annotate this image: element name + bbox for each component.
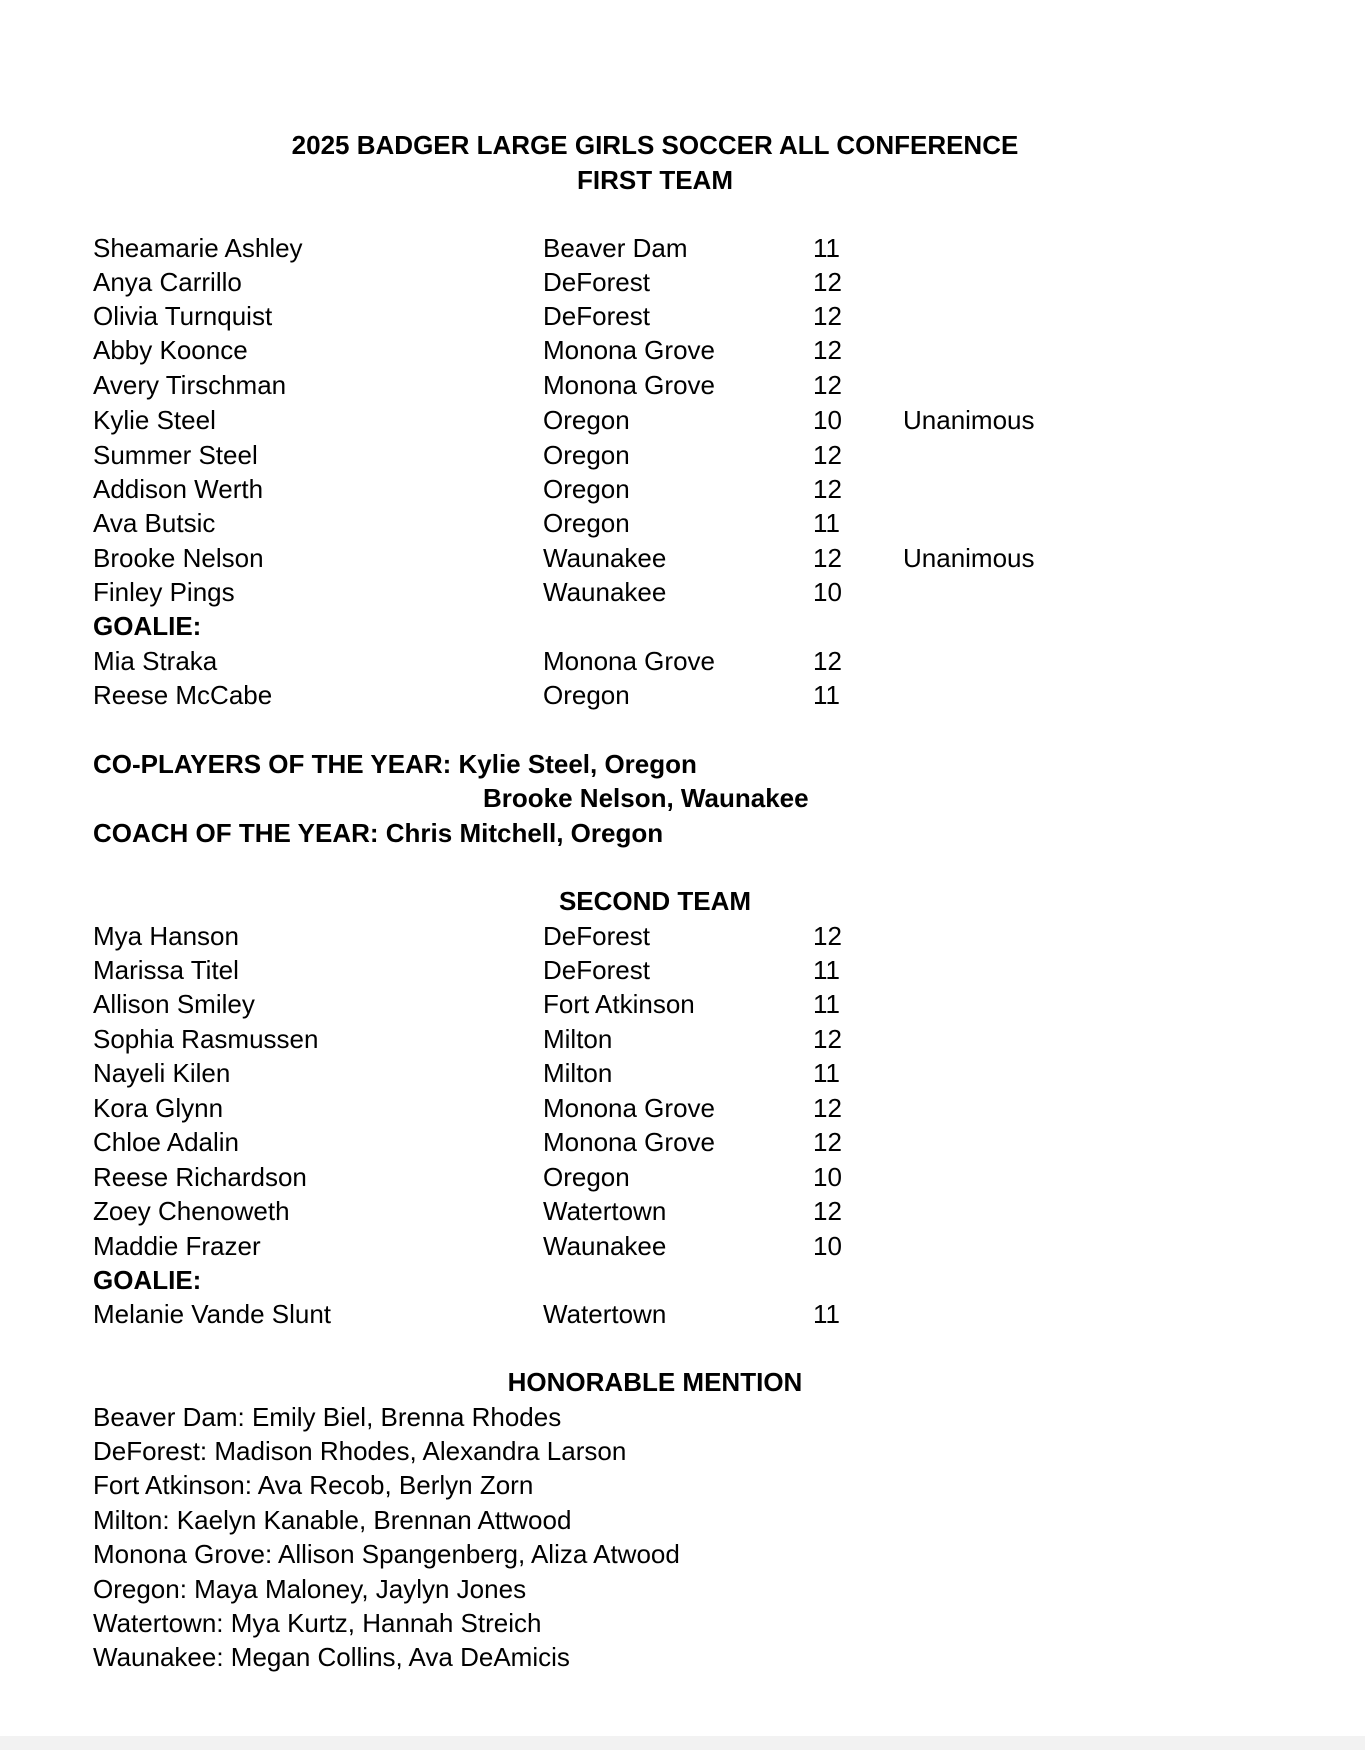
player-grade: 11 xyxy=(813,955,840,985)
page-bottom-edge xyxy=(0,1736,1365,1750)
player-name: Ava Butsic xyxy=(93,508,216,538)
player-grade: 12 xyxy=(813,1196,842,1226)
honorable-mention-line: Fort Atkinson: Ava Recob, Berlyn Zorn xyxy=(93,1470,534,1500)
players-of-year-line-1: CO-PLAYERS OF THE YEAR: Kylie Steel, Oregon xyxy=(93,749,697,779)
player-school: Monona Grove xyxy=(543,1093,715,1123)
goalie-school: Monona Grove xyxy=(543,646,715,676)
honorable-mention-line: Waunakee: Megan Collins, Ava DeAmicis xyxy=(93,1642,570,1672)
player-name: Brooke Nelson xyxy=(93,543,264,573)
player-grade: 10 xyxy=(813,577,842,607)
player-name: Addison Werth xyxy=(93,474,264,504)
goalie-grade: 11 xyxy=(813,680,840,710)
player-school: Watertown xyxy=(543,1196,667,1226)
player-school: DeForest xyxy=(543,921,650,951)
player-school: Monona Grove xyxy=(543,335,715,365)
player-grade: 12 xyxy=(813,474,842,504)
player-note: Unanimous xyxy=(903,543,1035,573)
player-grade: 12 xyxy=(813,267,842,297)
goalie-grade: 12 xyxy=(813,646,842,676)
player-name: Maddie Frazer xyxy=(93,1231,261,1261)
player-school: Waunakee xyxy=(543,1231,667,1261)
document-title xyxy=(0,128,1310,198)
player-name: Finley Pings xyxy=(93,577,235,607)
player-name: Mya Hanson xyxy=(93,921,239,951)
player-school: DeForest xyxy=(543,267,650,297)
goalie-grade: 11 xyxy=(813,1299,840,1329)
player-school: Waunakee xyxy=(543,577,667,607)
honorable-mention-line: Watertown: Mya Kurtz, Hannah Streich xyxy=(93,1608,542,1638)
player-school: DeForest xyxy=(543,301,650,331)
player-name: Sheamarie Ashley xyxy=(93,233,303,263)
player-school: Milton xyxy=(543,1024,613,1054)
first-team-goalie-label: GOALIE: xyxy=(93,611,202,641)
player-name: Marissa Titel xyxy=(93,955,239,985)
title-line-1: 2025 BADGER LARGE GIRLS SOCCER ALL CONFERENCE xyxy=(291,130,1019,160)
player-grade: 12 xyxy=(813,335,842,365)
player-name: Summer Steel xyxy=(93,440,258,470)
honorable-mention-line: DeForest: Madison Rhodes, Alexandra Larson xyxy=(93,1436,627,1466)
player-school: Oregon xyxy=(543,474,630,504)
player-name: Abby Koonce xyxy=(93,335,248,365)
player-school: Oregon xyxy=(543,405,630,435)
goalie-name: Mia Straka xyxy=(93,646,218,676)
second-team-goalie-label: GOALIE: xyxy=(93,1265,202,1295)
goalie-name: Reese McCabe xyxy=(93,680,273,710)
honorable-mention-line: Beaver Dam: Emily Biel, Brenna Rhodes xyxy=(93,1402,562,1432)
player-grade: 11 xyxy=(813,233,840,263)
player-grade: 12 xyxy=(813,1024,842,1054)
player-name: Reese Richardson xyxy=(93,1162,307,1192)
player-grade: 11 xyxy=(813,989,840,1019)
honorable-mention-line: Oregon: Maya Maloney, Jaylyn Jones xyxy=(93,1574,527,1604)
player-name: Chloe Adalin xyxy=(93,1127,239,1157)
player-grade: 10 xyxy=(813,405,842,435)
player-school: Fort Atkinson xyxy=(543,989,695,1019)
player-school: Monona Grove xyxy=(543,1127,715,1157)
player-name: Anya Carrillo xyxy=(93,267,242,297)
player-school: DeForest xyxy=(543,955,650,985)
player-name: Allison Smiley xyxy=(93,989,255,1019)
player-name: Zoey Chenoweth xyxy=(93,1196,290,1226)
player-school: Oregon xyxy=(543,440,630,470)
honorable-mention-line: Monona Grove: Allison Spangenberg, Aliza Atwood xyxy=(93,1539,680,1569)
player-school: Monona Grove xyxy=(543,370,715,400)
player-school: Milton xyxy=(543,1058,613,1088)
player-grade: 11 xyxy=(813,508,840,538)
player-name: Avery Tirschman xyxy=(93,370,287,400)
player-school: Beaver Dam xyxy=(543,233,688,263)
second-team-heading: SECOND TEAM xyxy=(558,886,752,916)
player-school: Waunakee xyxy=(543,543,667,573)
goalie-name: Melanie Vande Slunt xyxy=(93,1299,332,1329)
coach-of-year: COACH OF THE YEAR: Chris Mitchell, Oregon xyxy=(93,818,664,848)
player-grade: 12 xyxy=(813,370,842,400)
player-grade: 12 xyxy=(813,1127,842,1157)
player-name: Sophia Rasmussen xyxy=(93,1024,319,1054)
player-grade: 12 xyxy=(813,440,842,470)
player-name: Olivia Turnquist xyxy=(93,301,273,331)
player-name: Nayeli Kilen xyxy=(93,1058,231,1088)
players-of-year-line-2: Brooke Nelson, Waunakee xyxy=(483,783,809,813)
title-line-2: FIRST TEAM xyxy=(577,165,733,195)
player-school: Oregon xyxy=(543,1162,630,1192)
goalie-school: Oregon xyxy=(543,680,630,710)
player-grade: 12 xyxy=(813,921,842,951)
honorable-mention-heading: HONORABLE MENTION xyxy=(507,1367,803,1397)
player-grade: 12 xyxy=(813,543,842,573)
player-school: Oregon xyxy=(543,508,630,538)
player-grade: 11 xyxy=(813,1058,840,1088)
player-grade: 10 xyxy=(813,1231,842,1261)
honorable-mention-line: Milton: Kaelyn Kanable, Brennan Attwood xyxy=(93,1505,572,1535)
goalie-school: Watertown xyxy=(543,1299,667,1329)
player-grade: 12 xyxy=(813,301,842,331)
player-name: Kylie Steel xyxy=(93,405,216,435)
player-name: Kora Glynn xyxy=(93,1093,224,1123)
player-grade: 12 xyxy=(813,1093,842,1123)
player-grade: 10 xyxy=(813,1162,842,1192)
player-note: Unanimous xyxy=(903,405,1035,435)
